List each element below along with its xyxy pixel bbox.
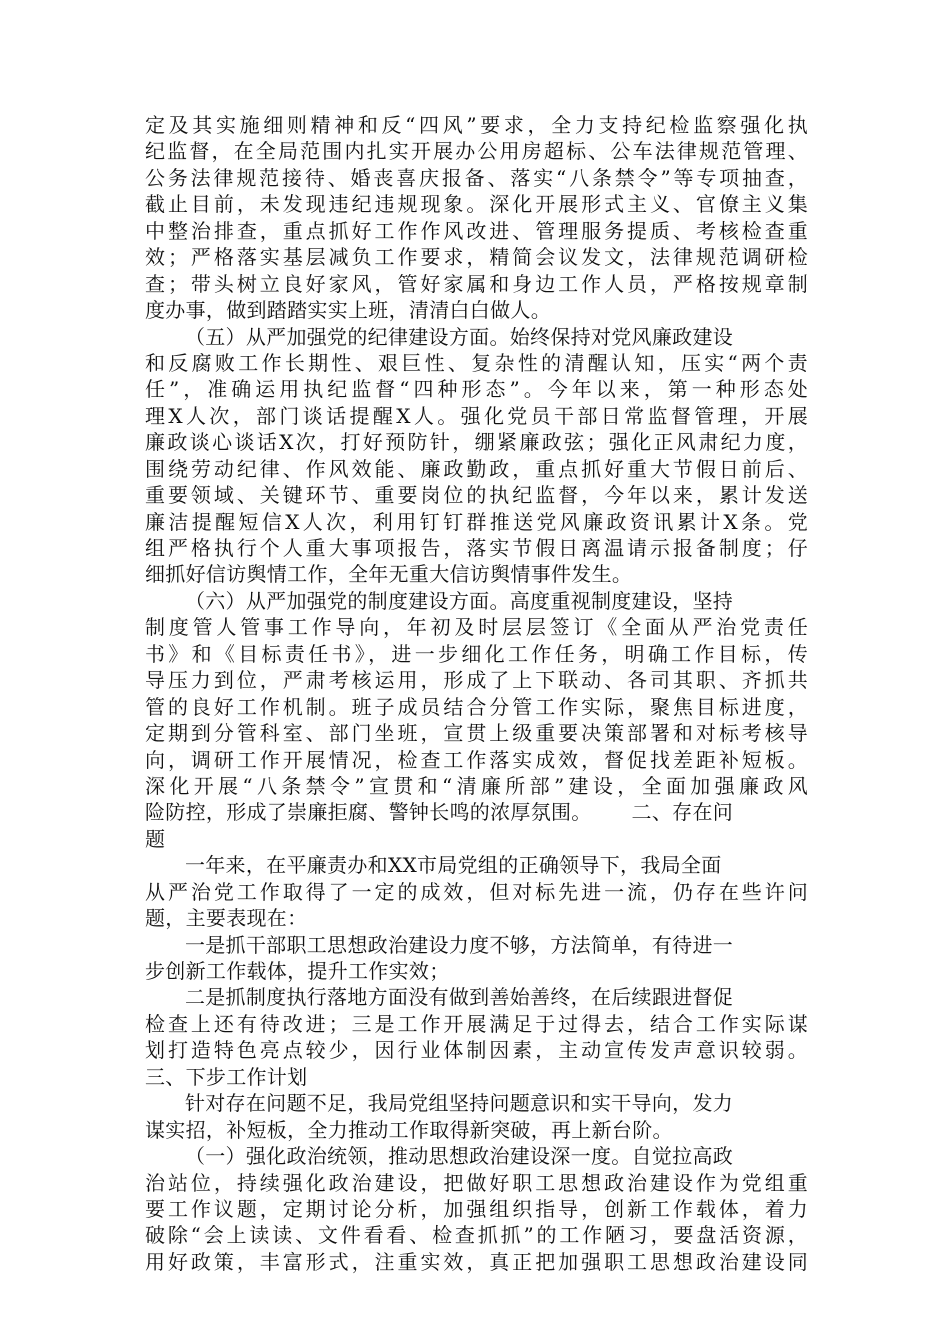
text-line: 廉洁提醒短信X人次，利用钉钉群推送党风廉政资讯累计X条。党 xyxy=(145,509,808,534)
text-line: 检查上还有待改进；三是工作开展满足于过得去，结合工作实际谋 xyxy=(145,1011,808,1036)
text-line: 针对存在问题不足，我局党组坚持问题意识和实干导向，发力 xyxy=(145,1091,734,1116)
text-line: 三、下步工作计划 xyxy=(145,1064,308,1089)
text-line: 二是抓制度执行落地方面没有做到善始善终，在后续跟进督促 xyxy=(145,985,734,1010)
text-line: 廉政谈心谈话X次，打好预防针，绷紧廉政弦；强化正风肃纪力度， xyxy=(145,430,808,455)
text-line: 要工作议题，定期讨论分析，加强组织指导，创新工作载体，着力 xyxy=(145,1196,808,1221)
text-line: 破除“会上读读、文件看看、检查抓抓”的工作陋习，要盘活资源， xyxy=(145,1223,808,1248)
text-line: 和反腐败工作长期性、艰巨性、复杂性的清醒认知，压实“两个责 xyxy=(145,350,808,375)
text-line: 题 xyxy=(145,826,166,851)
text-line: 查；带头树立良好家风，管好家属和身边工作人员，严格按规章制 xyxy=(145,271,808,296)
text-line: 步创新工作载体，提升工作实效； xyxy=(145,959,450,983)
text-line: 定及其实施细则精神和反“四风”要求，全力支持纪检监察强化执 xyxy=(145,113,808,137)
text-line: 任”，准确运用执纪监督“四种形态”。今年以来，第一种形态处 xyxy=(145,377,808,402)
text-line: 险防控，形成了崇廉拒腐、警钟长鸣的浓厚氛围。 二、存在问 xyxy=(145,800,734,825)
text-line: 题，主要表现在： xyxy=(145,906,308,931)
text-line: 划打造特色亮点较少，因行业体制因素，主动宣传发声意识较弱。 xyxy=(145,1038,808,1063)
text-line: 谋实招，补短板，全力推动工作取得新突破，再上新台阶。 xyxy=(145,1117,673,1142)
text-line: 用好政策，丰富形式，注重实效，真正把加强职工思想政治建设同 xyxy=(145,1249,808,1274)
text-line: 一年来，在平廉责办和XX市局党组的正确领导下，我局全面 xyxy=(145,853,722,878)
document-body xyxy=(145,112,808,1275)
text-line: 度办事，做到踏踏实实上班，清清白白做人。 xyxy=(145,298,551,323)
text-line: 治站位，持续强化政治建设，把做好职工思想政治建设作为党组重 xyxy=(145,1170,808,1195)
text-line: 公务法律规范接待、婚丧喜庆报备、落实“八条禁令”等专项抽查， xyxy=(145,165,808,190)
text-line: 定期到分管科室、部门坐班，宣贯上级重要决策部署和对标考核导 xyxy=(145,721,808,746)
text-line: 细抓好信访舆情工作，全年无重大信访舆情事件发生。 xyxy=(145,562,633,587)
text-line: 导压力到位，严肃考核运用，形成了上下联动、各司其职、齐抓共 xyxy=(145,668,808,693)
text-line: （一）强化政治统领，推动思想政治建设深一度。自觉拉高政 xyxy=(145,1144,734,1169)
text-line: 向，调研工作开展情况，检查工作落实成效，督促找差距补短板。 xyxy=(145,747,808,772)
text-line: 组严格执行个人重大事项报告，落实节假日离温请示报备制度；仔 xyxy=(145,536,808,560)
text-line: 中整治排查，重点抓好工作作风改进、管理服务提质、考核检查重 xyxy=(145,218,808,243)
text-line: （五）从严加强党的纪律建设方面。始终保持对党风廉政建设 xyxy=(145,324,734,349)
text-line: 围绕劳动纪律、作风效能、廉政勤政，重点抓好重大节假日前后、 xyxy=(145,456,808,481)
text-line: 深化开展“八条禁令”宣贯和“清廉所部”建设，全面加强廉政风 xyxy=(145,773,808,798)
text-line: （六）从严加强党的制度建设方面。高度重视制度建设，坚持 xyxy=(145,588,734,613)
text-line: 纪监督，在全局范围内扎实开展办公用房超标、公车法律规范管理、 xyxy=(145,139,808,164)
text-line: 截止目前，未发现违纪违规现象。深化开展形式主义、官僚主义集 xyxy=(145,192,808,217)
text-line: 理X人次，部门谈话提醒X人。强化党员干部日常监督管理，开展 xyxy=(145,403,808,428)
text-line: 重要领域、关键环节、重要岗位的执纪监督，今年以来，累计发送 xyxy=(145,483,808,508)
text-line: 管的良好工作机制。班子成员结合分管工作实际，聚焦目标进度， xyxy=(145,694,808,719)
text-line: 制度管人管事工作导向，年初及时层层签订《全面从严治党责任 xyxy=(145,615,808,640)
text-line: 书》和《目标责任书》，进一步细化工作任务，明确工作目标，传 xyxy=(145,641,808,666)
text-line: 效；严格落实基层减负工作要求，精简会议发文，法律规范调研检 xyxy=(145,245,808,270)
text-line: 一是抓干部职工思想政治建设力度不够，方法简单，有待进一 xyxy=(145,932,734,957)
text-line: 从严治党工作取得了一定的成效，但对标先进一流，仍存在些许问 xyxy=(145,879,808,904)
